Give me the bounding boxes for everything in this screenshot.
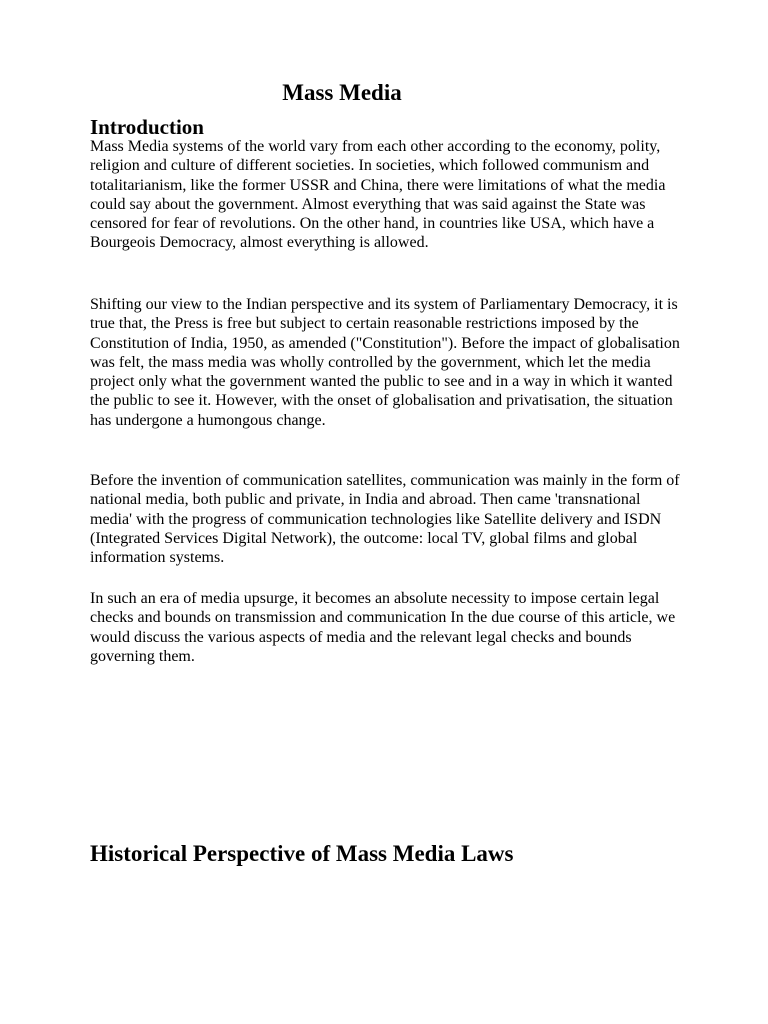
paragraph: Shifting our view to the Indian perspective and its system of Parliamentary Democracy, it is true that, the Press is free but subject to certain reasonable restrictions imposed by the Constitution of India, 1950, as amended ("Constitution"). Before the impact of globalisation was felt, the mass media was wholly controlled by the government, which let the media project only what the government wanted the public to see and in a way in which it wanted the public to see it. However, with the onset of globalisation and privatisation, the situation has undergone a humongous change. xyxy=(90,296,680,429)
paragraph: Before the invention of communication satellites, communication was mainly in the form of national media, both public and private, in India and abroad. Then came 'transnational media' with the progress of communication technologies like Satellite delivery and ISDN (Integrated Services Digital Network), the outcome: local TV, global films and global information systems. xyxy=(90,472,680,567)
section-heading-introduction: Introduction xyxy=(90,115,204,139)
document-title: Mass Media xyxy=(282,80,402,105)
paragraph: In such an era of media upsurge, it becomes an absolute necessity to impose certain legal checks and bounds on transmission and communication In the due course of this article, we would discuss the various aspects of media and the relevant legal checks and bounds governing them. xyxy=(90,590,676,665)
section-heading-historical-perspective: Historical Perspective of Mass Media Laws xyxy=(90,841,514,866)
paragraph: Mass Media systems of the world vary from each other according to the economy, polity, religion and culture of different societies. In societies, which followed communism and totalitarianism, like the former USSR and China, there were limitations of what the media could say about the government. Almost everything that was said against the State was censored for fear of revolutions. On the other hand, in countries like USA, which have a Bourgeois Democracy, almost everything is allowed. xyxy=(90,138,666,252)
